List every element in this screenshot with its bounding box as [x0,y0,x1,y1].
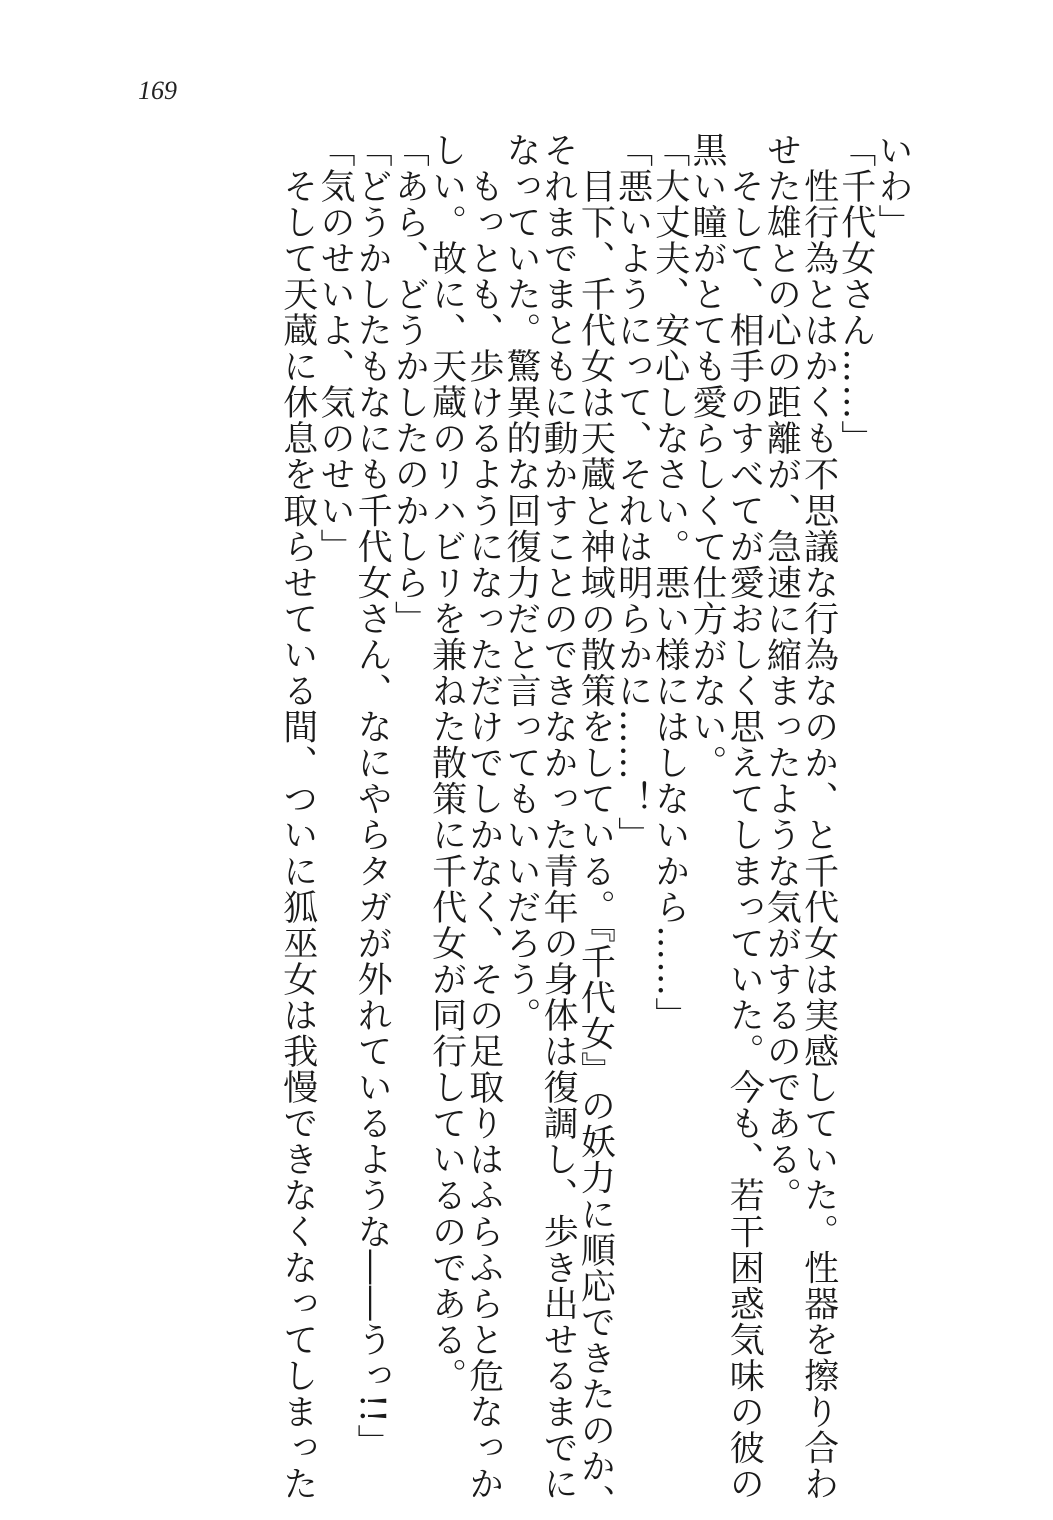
page-number: 169 [138,76,177,105]
vertical-body-text [277,132,913,1520]
text-line: せた雄との心の距離が、急速に縮まったような気がするのである。 [761,132,802,1214]
text-line: そして、相手のすべてが愛おしく思えてしまっていた。今も、若干困惑気味の彼の [724,132,765,1502]
text-line: 性行為とはかくも不思議な行為なのか、と千代女は実感していた。性器を擦り合わ [798,132,839,1502]
text-line: そして天蔵に休息を取らせている間、ついに狐巫女は我慢できなくなってしまった [277,132,318,1502]
text-line: もっとも、歩けるようになっただけでしかなく、その足取りはふらふらと危なっか [463,132,504,1502]
text-line: 「どうかしたもなにも千代女さん、なにやらタガが外れているような――うっ!!」 [352,132,393,1461]
text-line: 目下、千代女は天蔵と神域の散策をしている。『千代女』の妖力に順応できたのか、 [575,132,616,1520]
text-line: いわ」 [873,132,913,241]
text-line: それまでまともに動かすことのできなかった青年の身体は復調し、歩き出せるまでに [538,132,579,1502]
text-line: 「気のせいよ、気のせい」 [314,132,355,565]
text-line: しい。故に、天蔵のリハビリを兼ねた散策に千代女が同行しているのである。 [426,132,467,1394]
text-line: 「千代女さん……」 [835,132,876,457]
text-line: 「大丈夫、安心しなさい。悪い様にはしないから……」 [649,132,690,1034]
text-line: なっていた。驚異的な回復力だと言ってもいいだろう。 [500,132,541,1034]
text-line: 黒い瞳がとても愛らしくて仕方がない。 [686,132,727,781]
text-line: 「あら、どうかしたのかしら」 [389,132,430,637]
text-line: 「悪いようにって、それは明らかに……！」 [612,132,653,853]
